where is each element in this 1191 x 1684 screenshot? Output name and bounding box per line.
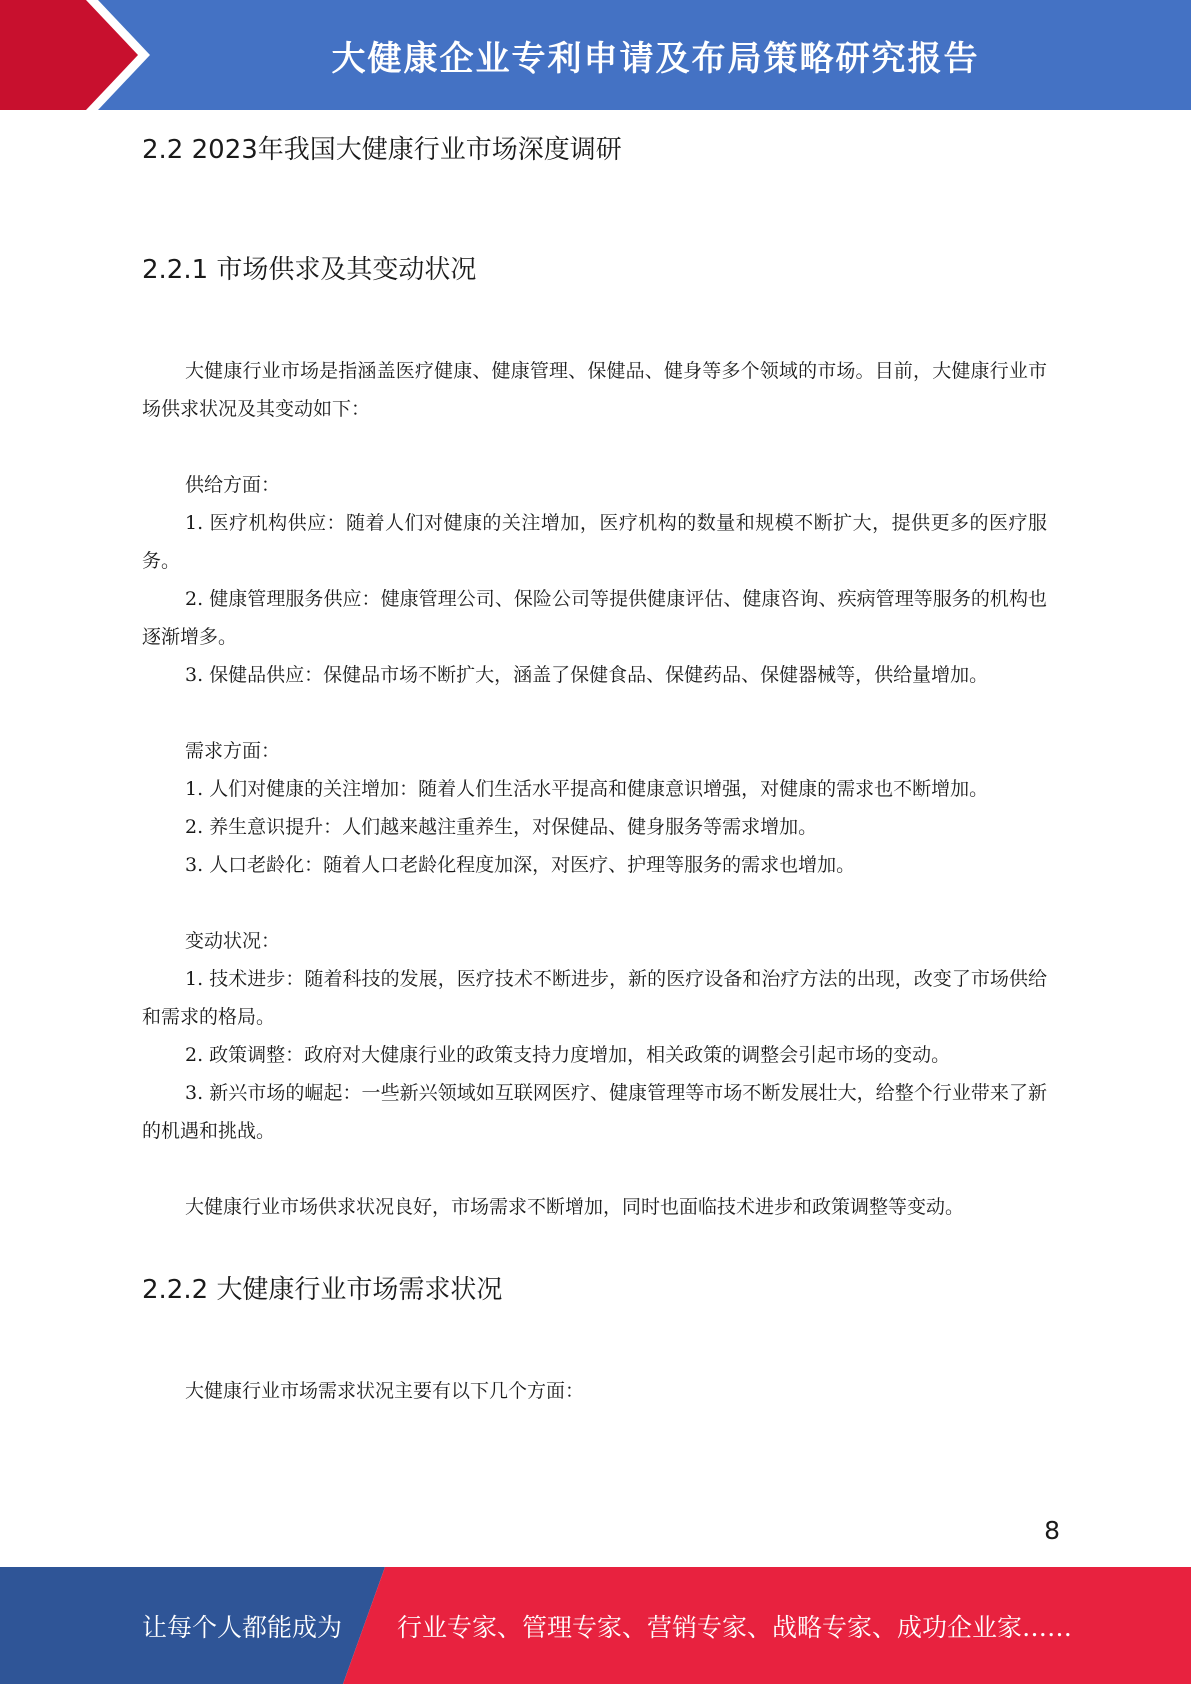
intro-paragraph: 大健康行业市场是指涵盖医疗健康、健康管理、保健品、健身等多个领域的市场。目前，大健康行业市场供求状况及其变动如下： [142, 360, 1047, 420]
change-label: 变动状况： [185, 930, 281, 952]
page-header [0, 0, 1191, 110]
supply-item: 1. 医疗机构供应：随着人们对健康的关注增加，医疗机构的数量和规模不断扩大，提供更多的医疗服务。 [142, 512, 1047, 572]
page-content [142, 128, 1047, 1410]
demand-item: 2. 养生意识提升：人们越来越注重养生，对保健品、健身服务等需求增加。 [185, 816, 818, 838]
supply-item: 2. 健康管理服务供应：健康管理公司、保险公司等提供健康评估、健康咨询、疾病管理等服务的机构也逐渐增多。 [142, 588, 1047, 648]
demand-item: 1. 人们对健康的关注增加：随着人们生活水平提高和健康意识增强，对健康的需求也不断增加。 [185, 778, 989, 800]
section-heading: 2.2 2023年我国大健康行业市场深度调研 [142, 135, 622, 165]
footer-slogan-right: 行业专家、管理专家、营销专家、战略专家、成功企业家…… [397, 1612, 1073, 1642]
page-footer [0, 1567, 1191, 1684]
footer-slogan-left: 让每个人都能成为 [142, 1612, 343, 1642]
subsection-heading-1: 2.2.1 市场供求及其变动状况 [142, 255, 477, 285]
supply-item: 3. 保健品供应：保健品市场不断扩大，涵盖了保健食品、保健药品、保健器械等，供给量增加。 [185, 664, 989, 686]
change-item: 3. 新兴市场的崛起：一些新兴领域如互联网医疗、健康管理等市场不断发展壮大，给整个行业带来了新的机遇和挑战。 [142, 1082, 1047, 1142]
subsection-heading-2: 2.2.2 大健康行业市场需求状况 [142, 1275, 503, 1305]
page-number: 8 [1044, 1516, 1060, 1545]
report-title: 大健康企业专利申请及布局策略研究报告 [331, 38, 980, 79]
summary-paragraph: 大健康行业市场供求状况良好，市场需求不断增加，同时也面临技术进步和政策调整等变动。 [185, 1196, 965, 1218]
demand-item: 3. 人口老龄化：随着人口老龄化程度加深，对医疗、护理等服务的需求也增加。 [185, 854, 856, 876]
change-item: 2. 政策调整：政府对大健康行业的政策支持力度增加，相关政策的调整会引起市场的变动。 [185, 1044, 951, 1066]
demand-label: 需求方面： [185, 740, 281, 762]
demand-intro-paragraph: 大健康行业市场需求状况主要有以下几个方面： [185, 1380, 585, 1402]
change-item: 1. 技术进步：随着科技的发展，医疗技术不断进步，新的医疗设备和治疗方法的出现，改变了市场供给和需求的格局。 [142, 968, 1047, 1028]
supply-label: 供给方面： [185, 474, 281, 496]
